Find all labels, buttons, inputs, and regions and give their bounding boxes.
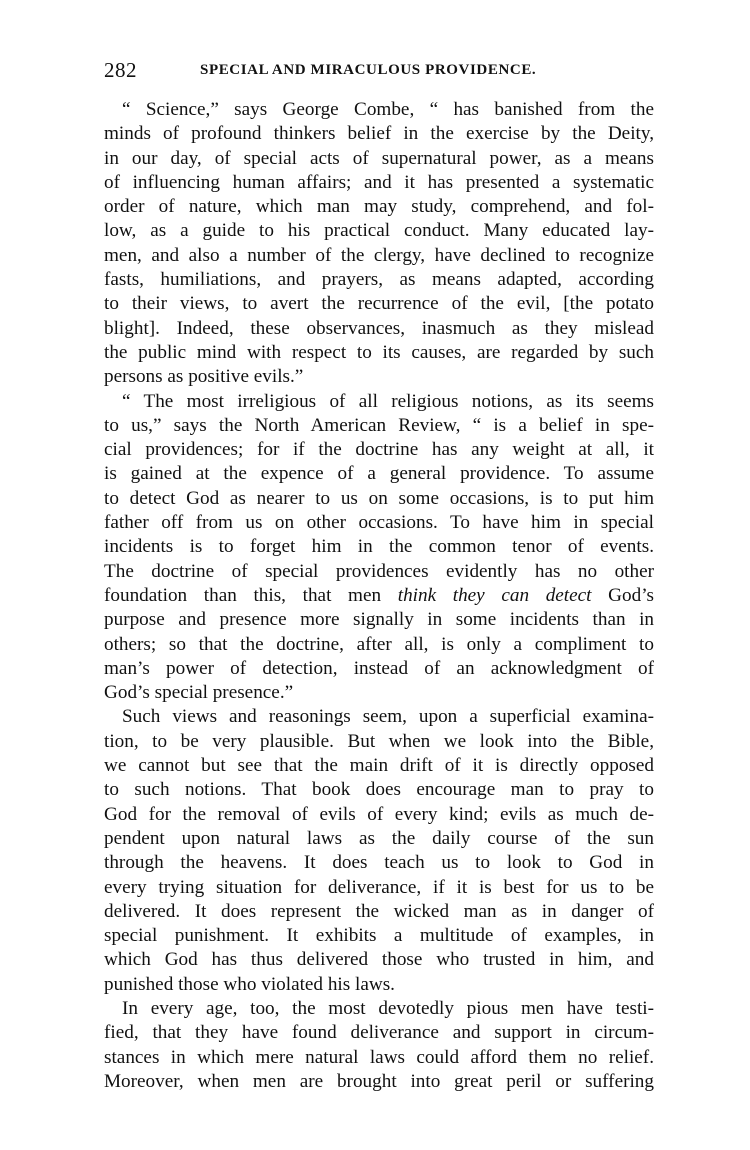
text-line: in our day, of special acts of supernatural power, as a means [104, 147, 654, 169]
running-head [104, 58, 654, 92]
italic-emphasis: think they can detect [397, 584, 592, 606]
paragraph [104, 98, 654, 390]
text-line: God’s special presence.” [104, 682, 294, 704]
running-title: SPECIAL AND MIRACULOUS PROVIDENCE. [200, 62, 537, 78]
text-line: The doctrine of special providences evidently has no other [104, 560, 654, 582]
text-line: “ The most irreligious of all religious notions, as its seems [122, 390, 654, 412]
text-line: incidents is to forget him in the common tenor of events. [104, 536, 654, 558]
text-line: others; so that the doctrine, after all, is only a compliment to [104, 633, 654, 655]
text-line: low, as a guide to his practical conduct. Many educated lay- [104, 220, 654, 242]
text-line: pendent upon natural laws as the daily course of the sun [104, 827, 654, 849]
body-text [104, 98, 654, 1094]
text-line: of influencing human affairs; and it has presented a systematic [104, 171, 654, 193]
text-line: men, and also a number of the clergy, have declined to recognize [104, 244, 654, 266]
text-line: punished those who violated his laws. [104, 973, 395, 995]
text-line: we cannot but see that the main drift of it is directly opposed [104, 755, 654, 777]
text-line: stances in which mere natural laws could afford them no relief. [104, 1046, 654, 1068]
paragraph [104, 997, 654, 1094]
text-line: blight]. Indeed, these observances, inasmuch as they mislead [104, 317, 654, 339]
text-line: delivered. It does represent the wicked man as in danger of [104, 900, 654, 922]
text-line: fasts, humiliations, and prayers, as means adapted, according [104, 269, 654, 291]
paragraph [104, 705, 654, 997]
text-line: persons as positive evils.” [104, 366, 304, 388]
text-line: In every age, too, the most devotedly pious men have testi- [122, 997, 654, 1019]
paragraph [104, 390, 654, 706]
text-line: to their views, to avert the recurrence of the evil, [the potato [104, 293, 654, 315]
page-number: 282 [104, 58, 137, 82]
text-line: to us,” says the North American Review, “ is a belief in spe- [104, 414, 654, 436]
text-line: cial providences; for if the doctrine has any weight at all, it [104, 439, 654, 461]
text-line: fied, that they have found deliverance and support in circum- [104, 1022, 654, 1044]
text-line: order of nature, which man may study, comprehend, and fol- [104, 196, 654, 218]
text-line: Such views and reasonings seem, upon a superficial examina- [122, 706, 654, 728]
text-line: is gained at the expence of a general providence. To assume [104, 463, 654, 485]
text-line: purpose and presence more signally in some incidents than in [104, 609, 654, 631]
text-line: to such notions. That book does encourage man to pray to [104, 779, 654, 801]
text-line: which God has thus delivered those who trusted in him, and [104, 949, 654, 971]
text-line: special punishment. It exhibits a multitude of examples, in [104, 925, 654, 947]
text-line: every trying situation for deliverance, if it is best for us to be [104, 876, 654, 898]
text-line: father off from us on other occasions. To have him in special [104, 512, 654, 534]
text-line: minds of profound thinkers belief in the exercise by the Deity, [104, 123, 654, 145]
text-line: God for the removal of evils of every kind; evils as much de- [104, 803, 654, 825]
text-line: through the heavens. It does teach us to look to God in [104, 852, 654, 874]
text-line: tion, to be very plausible. But when we look into the Bible, [104, 730, 654, 752]
text-line: foundation than this, that men think they can detect God’s [104, 584, 654, 606]
text-line: to detect God as nearer to us on some occasions, is to put him [104, 487, 654, 509]
text-line: Moreover, when men are brought into great peril or suffering [104, 1070, 654, 1092]
text-line: “ Science,” says George Combe, “ has banished from the [122, 99, 654, 120]
text-line: the public mind with respect to its causes, are regarded by such [104, 341, 654, 363]
text-line: man’s power of detection, instead of an acknowledgment of [104, 657, 654, 679]
